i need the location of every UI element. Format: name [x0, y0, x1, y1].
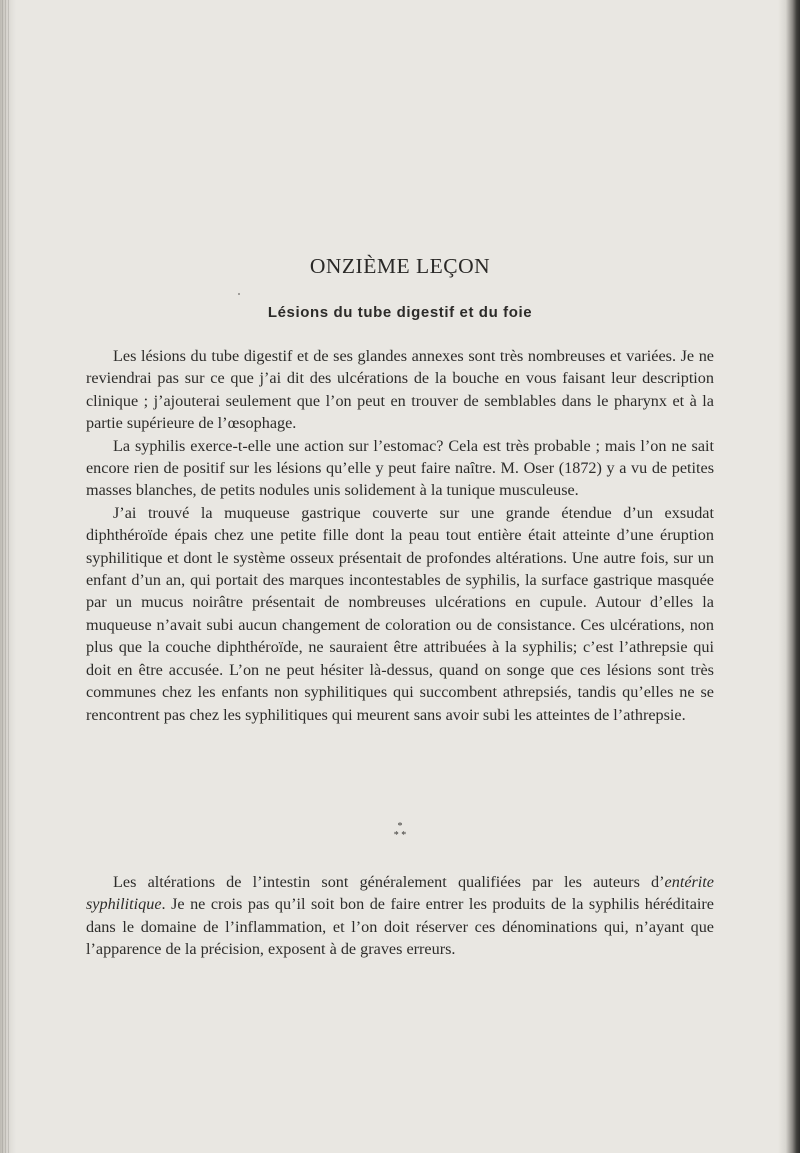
- page-stack-edges: [2, 0, 10, 1153]
- asterism-separator: [0, 822, 800, 840]
- chapter-title: ONZIÈME LEÇON: [309, 254, 491, 278]
- body-text-main: [86, 345, 714, 726]
- paragraph: La syphilis exerce-t-elle une action sur l’estomac? Cela est très probable ; mais l’on ne sait encore rien de positif sur les lésions qu’elle y peut faire naître. M. Oser (1872) y a vu de petites masses blanches, de petits nodules unis solidement à la tunique musculeuse.: [86, 436, 714, 500]
- paragraph-text-end: . Je ne crois pas qu’il soit bon de faire entrer les produits de la syphilis héréditaire dans le domaine de l’inflammation, et l’on doit réserver ces dénominations qui, n’ayant que l’apparence de la précision, exposent à de graves erreurs.: [86, 895, 714, 959]
- section-title: Lésions du tube digestif et du foie: [267, 304, 533, 321]
- paper-speck: [238, 293, 240, 295]
- paragraph: [86, 871, 714, 961]
- body-text-intestine: [86, 871, 714, 961]
- paragraph-text-start: Les altérations de l’intestin sont généralement qualifiées par les auteurs d’: [113, 873, 665, 891]
- italic-term: entérite syphilitique: [86, 873, 714, 914]
- asterism-bottom: * *: [393, 830, 407, 841]
- paragraph: Les lésions du tube digestif et de ses glandes annexes sont très nombreuses et variées. Je ne reviendrai pas sur ce que j’ai dit des ulcérations de la bouche en vous faisant leur description clinique ; j’ajouterai seulement que l’on peut en trouver de semblables dans le pharynx et à la partie supérieure de l’œsophage.: [86, 347, 714, 433]
- paragraph: J’ai trouvé la muqueuse gastrique couverte sur une grande étendue d’un exsudat diphthéroïde épais chez une petite fille dont la peau tout entière était atteinte d’une éruption syphilitique et dont le système osseux présentait de profondes altérations. Une autre fois, sur un enfant d’un an, qui portait des marques incontestables de syphilis, la surface gastrique masquée par un mucus noirâtre présentait de nombreuses ulcérations en cupule. Autour d’elles la muqueuse n’avait subi aucun changement de coloration ou de consistance. Ces ulcérations, non plus que la couche diphthéroïde, ne sauraient être attribuées à la syphilis; c’est l’athrepsie qui doit en être accusée. L’on ne peut hésiter là-dessus, quand on songe que ces lésions sont très communes chez les enfants non syphilitiques qui succombent athrepsiés, tandis qu’elles ne se rencontrent pas chez les syphilitiques qui meurent sans avoir subi les atteintes de l’athrepsie.: [86, 503, 714, 724]
- asterism-top: *: [397, 821, 403, 832]
- page-right-edge-shadow: [778, 0, 800, 1153]
